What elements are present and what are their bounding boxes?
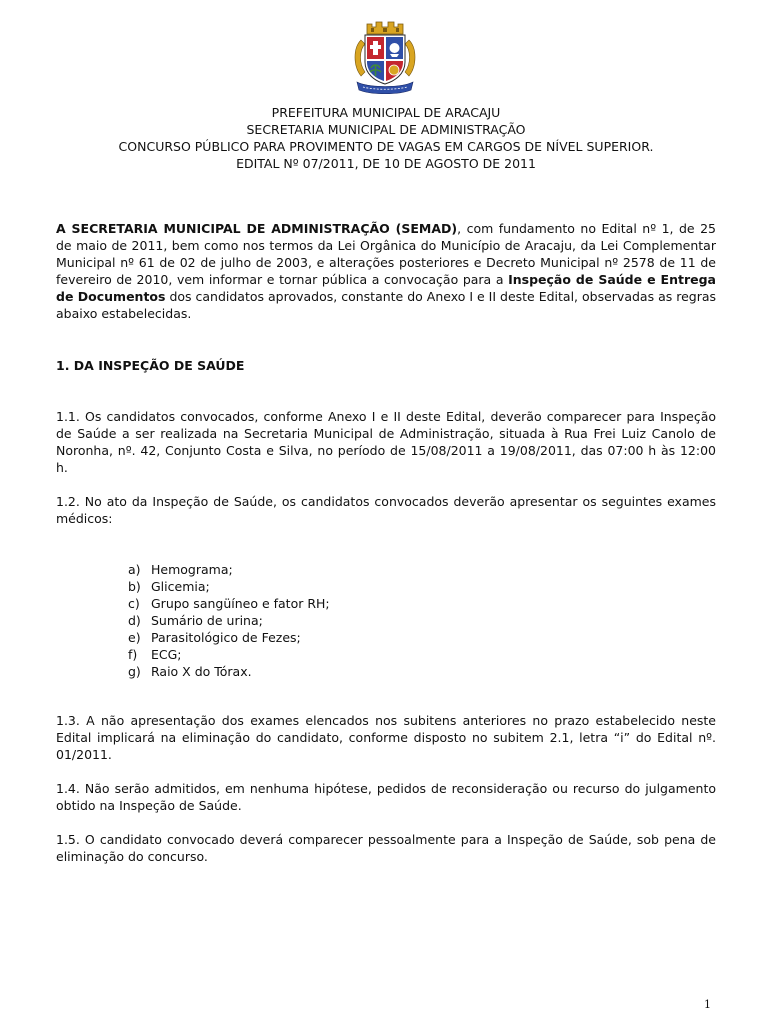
intro-text-2: dos candidatos aprovados, constante do Anexo I e II deste Edital, observadas as regras abaixo estabelecidas.	[56, 289, 717, 321]
section-title-inspecao-saude: 1. DA INSPEÇÃO DE SAÚDE	[56, 358, 245, 373]
paragraph-1-5: 1.5. O candidato convocado deverá comparecer pessoalmente para a Inspeção de Saúde, sob pena de eliminação do concurso.	[56, 832, 716, 864]
paragraph-1-2: 1.2. No ato da Inspeção de Saúde, os candidatos convocados deverão apresentar os seguintes exames médicos:	[56, 494, 716, 526]
list-item-text: Parasitológico de Fezes;	[151, 630, 301, 645]
list-item-label: e)	[128, 630, 141, 645]
intro-bold-semad: A SECRETARIA MUNICIPAL DE ADMINISTRAÇÃO (SEMAD)	[56, 221, 458, 236]
list-item-label: d)	[128, 613, 141, 628]
intro-bold-inspecao: Inspeção de Saúde e Entrega de Documentos	[56, 272, 716, 304]
list-item-label: f)	[128, 647, 138, 662]
list-item	[128, 578, 330, 595]
list-item	[128, 612, 330, 629]
header-line-edital: EDITAL Nº 07/2011, DE 10 DE AGOSTO DE 2011	[236, 156, 536, 171]
list-item-label: a)	[128, 562, 141, 577]
list-item-text: Grupo sangüíneo e fator RH;	[151, 596, 330, 611]
list-item-text: Sumário de urina;	[151, 613, 263, 628]
page-number: 1	[704, 998, 711, 1011]
paragraph-1-3: 1.3. A não apresentação dos exames elencados nos subitens anteriores no prazo estabelecido neste Edital implicará na eliminação do candidato, conforme disposto no subitem 2.1, letra “i” do Edital nº. 01/2011.	[56, 713, 716, 762]
list-item-text: ECG;	[151, 647, 182, 662]
paragraph-1-4: 1.4. Não serão admitidos, em nenhuma hipótese, pedidos de reconsideração ou recurso do julgamento obtido na Inspeção de Saúde.	[56, 781, 716, 813]
list-item	[128, 663, 330, 680]
list-item-label: b)	[128, 579, 141, 594]
header-line-prefeitura: PREFEITURA MUNICIPAL DE ARACAJU	[271, 105, 501, 120]
header-line-secretaria: SECRETARIA MUNICIPAL DE ADMINISTRAÇÃO	[246, 122, 526, 137]
intro-paragraph	[56, 220, 716, 322]
list-item-label: c)	[128, 596, 140, 611]
list-item-text: Hemograma;	[151, 562, 233, 577]
list-item-text: Glicemia;	[151, 579, 210, 594]
list-item-label: g)	[128, 664, 141, 679]
list-item	[128, 629, 330, 646]
header-line-concurso: CONCURSO PÚBLICO PARA PROVIMENTO DE VAGAS EM CARGOS DE NÍVEL SUPERIOR.	[118, 139, 654, 154]
exams-list	[128, 561, 330, 680]
paragraph-1-1: 1.1. Os candidatos convocados, conforme Anexo I e II deste Edital, deverão comparecer para Inspeção de Saúde a ser realizada na Secretaria Municipal de Administração, situada à Rua Frei Luiz Canolo de Noronha, nº. 42, Conjunto Costa e Silva, no período de 15/08/2011 a 19/08/2011, das 07:00 h às 12:00 h.	[56, 409, 716, 475]
aracaju-coat-of-arms-icon	[349, 18, 421, 96]
intro-text-1: , com fundamento no Edital nº 1, de 25 de maio de 2011, bem como nos termos da Lei Orgânica do Município de Aracaju, da Lei Complementar Municipal nº 61 de 02 de julho de 2003, e alterações posteriores e Decreto Municipal nº 2578 de 11 de fevereiro de 2010, vem informar e tornar pública a convocação para a	[56, 221, 716, 287]
list-item	[128, 646, 330, 663]
list-item	[128, 561, 330, 578]
document-header	[56, 104, 716, 172]
list-item	[128, 595, 330, 612]
list-item-text: Raio X do Tórax.	[151, 664, 252, 679]
